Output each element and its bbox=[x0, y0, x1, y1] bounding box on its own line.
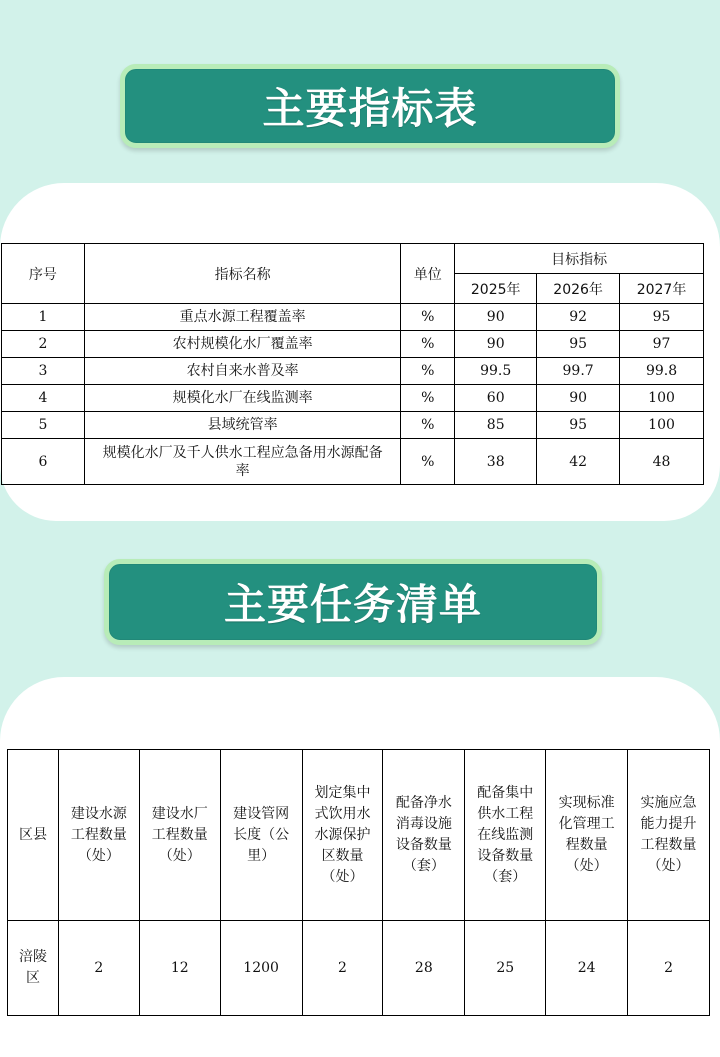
table-row bbox=[2, 304, 704, 331]
table-row bbox=[8, 921, 710, 1016]
row-name: 规模化水厂在线监测率 bbox=[84, 385, 400, 412]
row-unit: % bbox=[401, 358, 455, 385]
section1-title-banner bbox=[120, 64, 620, 148]
row-unit: % bbox=[401, 439, 455, 485]
row-value-2027: 95 bbox=[620, 304, 704, 331]
row-value-2027: 97 bbox=[620, 331, 704, 358]
row-index: 1 bbox=[2, 304, 85, 331]
row-value-2026: 99.7 bbox=[537, 358, 620, 385]
section2-title: 主要任务清单 bbox=[223, 580, 482, 629]
header-monitoring-equipment: 配备集中供水工程在线监测设备数量（套） bbox=[465, 750, 546, 921]
row-value-2025: 90 bbox=[455, 331, 537, 358]
task-header-row bbox=[8, 750, 710, 921]
header-unit: 单位 bbox=[401, 244, 455, 304]
row-value-2025: 90 bbox=[455, 304, 537, 331]
row-value-2027: 99.8 bbox=[620, 358, 704, 385]
row-monitoring-equipment: 25 bbox=[465, 921, 546, 1016]
row-value-2026: 95 bbox=[537, 331, 620, 358]
header-county: 区县 bbox=[8, 750, 59, 921]
header-emergency-capacity: 实施应急能力提升工程数量（处） bbox=[628, 750, 710, 921]
row-county: 涪陵区 bbox=[8, 921, 59, 1016]
row-value-2026: 95 bbox=[537, 412, 620, 439]
row-index: 4 bbox=[2, 385, 85, 412]
header-year-2025: 2025年 bbox=[455, 274, 537, 304]
header-target: 目标指标 bbox=[455, 244, 704, 274]
header-year-2026: 2026年 bbox=[537, 274, 620, 304]
table-row bbox=[2, 385, 704, 412]
header-water-source-projects: 建设水源工程数量（处） bbox=[58, 750, 139, 921]
row-emergency-capacity: 2 bbox=[628, 921, 710, 1016]
header-year-2027: 2027年 bbox=[620, 274, 704, 304]
row-value-2026: 90 bbox=[537, 385, 620, 412]
table-row bbox=[2, 439, 704, 485]
row-water-source-projects: 2 bbox=[58, 921, 139, 1016]
header-purification-equipment: 配备净水消毒设施设备数量（套） bbox=[383, 750, 465, 921]
header-standardized-management: 实现标准化管理工程数量（处） bbox=[546, 750, 628, 921]
task-table bbox=[7, 749, 710, 1016]
row-name: 县域统管率 bbox=[84, 412, 400, 439]
table-row bbox=[2, 331, 704, 358]
row-name: 规模化水厂及千人供水工程应急备用水源配备率 bbox=[84, 439, 400, 485]
row-unit: % bbox=[401, 385, 455, 412]
section2-title-banner bbox=[104, 559, 602, 645]
row-value-2027: 48 bbox=[620, 439, 704, 485]
row-value-2025: 85 bbox=[455, 412, 537, 439]
row-value-2025: 99.5 bbox=[455, 358, 537, 385]
header-name: 指标名称 bbox=[84, 244, 400, 304]
header-water-plant-projects: 建设水厂工程数量（处） bbox=[139, 750, 220, 921]
row-name: 农村规模化水厂覆盖率 bbox=[84, 331, 400, 358]
row-purification-equipment: 28 bbox=[383, 921, 465, 1016]
row-value-2027: 100 bbox=[620, 412, 704, 439]
header-protection-zones: 划定集中式饮用水水源保护区数量（处） bbox=[302, 750, 383, 921]
header-index: 序号 bbox=[2, 244, 85, 304]
section1-title: 主要指标表 bbox=[262, 84, 478, 133]
row-index: 6 bbox=[2, 439, 85, 485]
table-row bbox=[2, 412, 704, 439]
row-index: 5 bbox=[2, 412, 85, 439]
row-name: 重点水源工程覆盖率 bbox=[84, 304, 400, 331]
row-index: 2 bbox=[2, 331, 85, 358]
row-value-2027: 100 bbox=[620, 385, 704, 412]
row-value-2026: 42 bbox=[537, 439, 620, 485]
header-pipe-length: 建设管网长度（公里） bbox=[220, 750, 302, 921]
row-index: 3 bbox=[2, 358, 85, 385]
indicator-header-row bbox=[2, 244, 704, 274]
row-water-plant-projects: 12 bbox=[139, 921, 220, 1016]
indicator-table bbox=[1, 243, 704, 485]
row-standardized-management: 24 bbox=[546, 921, 628, 1016]
row-pipe-length: 1200 bbox=[220, 921, 302, 1016]
row-value-2025: 38 bbox=[455, 439, 537, 485]
row-unit: % bbox=[401, 304, 455, 331]
row-protection-zones: 2 bbox=[302, 921, 383, 1016]
table-row bbox=[2, 358, 704, 385]
row-unit: % bbox=[401, 331, 455, 358]
row-value-2025: 60 bbox=[455, 385, 537, 412]
row-value-2026: 92 bbox=[537, 304, 620, 331]
row-unit: % bbox=[401, 412, 455, 439]
row-name: 农村自来水普及率 bbox=[84, 358, 400, 385]
